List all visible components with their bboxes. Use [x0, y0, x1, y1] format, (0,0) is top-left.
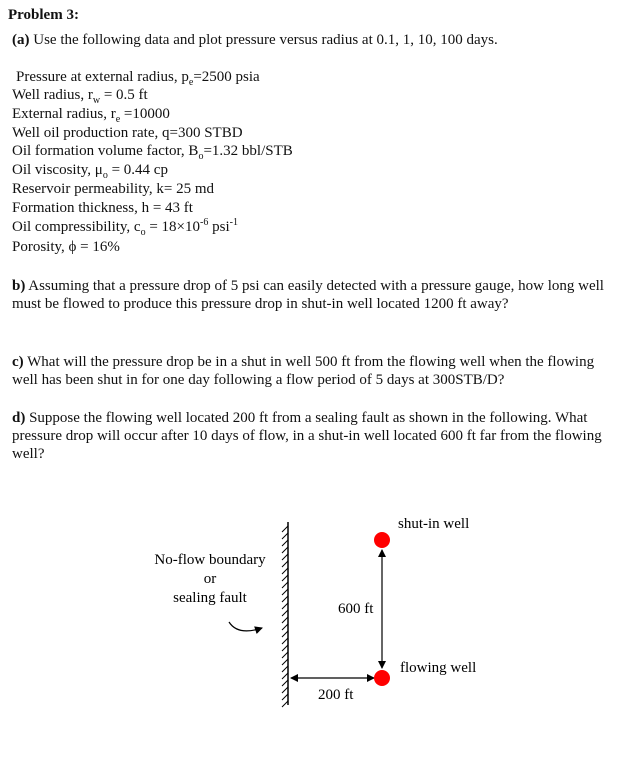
problem-title: Problem 3: [8, 7, 79, 23]
part-b-label: b) [12, 278, 26, 294]
part-a-label: (a) [12, 32, 30, 48]
data-co: Oil compressibility, $c_o = 18\times 10^{-6}$ psi$^{-1}$ [12, 217, 238, 238]
boundary-label-1: No-flow boundary [154, 552, 266, 568]
vertical-distance-label: 600 ft [338, 601, 374, 617]
horizontal-distance-label: 200 ft [318, 687, 354, 703]
data-k: Reservoir permeability, k= 25 md [12, 181, 215, 197]
data-q: Well oil production rate, q=300 STBD [12, 125, 243, 141]
shut-in-well-marker [374, 532, 390, 548]
part-c-text: What will the pressure drop be in a shut in well 500 ft from the flowing well when the flowing well has been shut in for one day following a flow period of 5 days at 300STB/D? [12, 354, 595, 388]
data-re: External radius, $r_e =10000$ [12, 106, 170, 125]
boundary-label-2: or [203, 571, 217, 587]
flowing-well-marker [374, 670, 390, 686]
part-d-text: Suppose the flowing well located 200 ft from a sealing fault as shown in the following. What pressure drop will occur after 10 days of flow, in a shut-in well located 600 ft far from the flowing well? [12, 410, 602, 462]
part-c-label: c) [12, 354, 24, 370]
flowing-well-label: flowing well [400, 660, 477, 676]
data-bo: Oil formation volume factor, $B_o=1.32$ bbl/STB [12, 143, 293, 162]
part-a-text: Use the following data and plot pressure versus radius at 0.1, 1, 10, 100 days. [33, 32, 498, 48]
data-h: Formation thickness, h = 43 ft [12, 200, 193, 216]
data-pe: Pressure at external radius, $p_e=2500$ psia [16, 69, 260, 88]
sealing-fault-line [282, 522, 288, 707]
shut-in-well-label: shut-in well [398, 516, 470, 532]
data-mu: Oil viscosity, $\mu_o = 0.44$ cp [12, 162, 168, 181]
boundary-label-3: sealing fault [173, 590, 247, 606]
data-phi: Porosity, ϕ = 16% [12, 239, 120, 255]
fault-pointer-arrow [229, 622, 262, 631]
part-d-label: d) [12, 410, 26, 426]
data-rw: Well radius, $r_w = 0.5$ ft [12, 87, 148, 106]
part-b-text: Assuming that a pressure drop of 5 psi can easily detected with a pressure gauge, how long well must be flowed to produce this pressure drop in shut-in well located 1200 ft away? [12, 278, 604, 312]
